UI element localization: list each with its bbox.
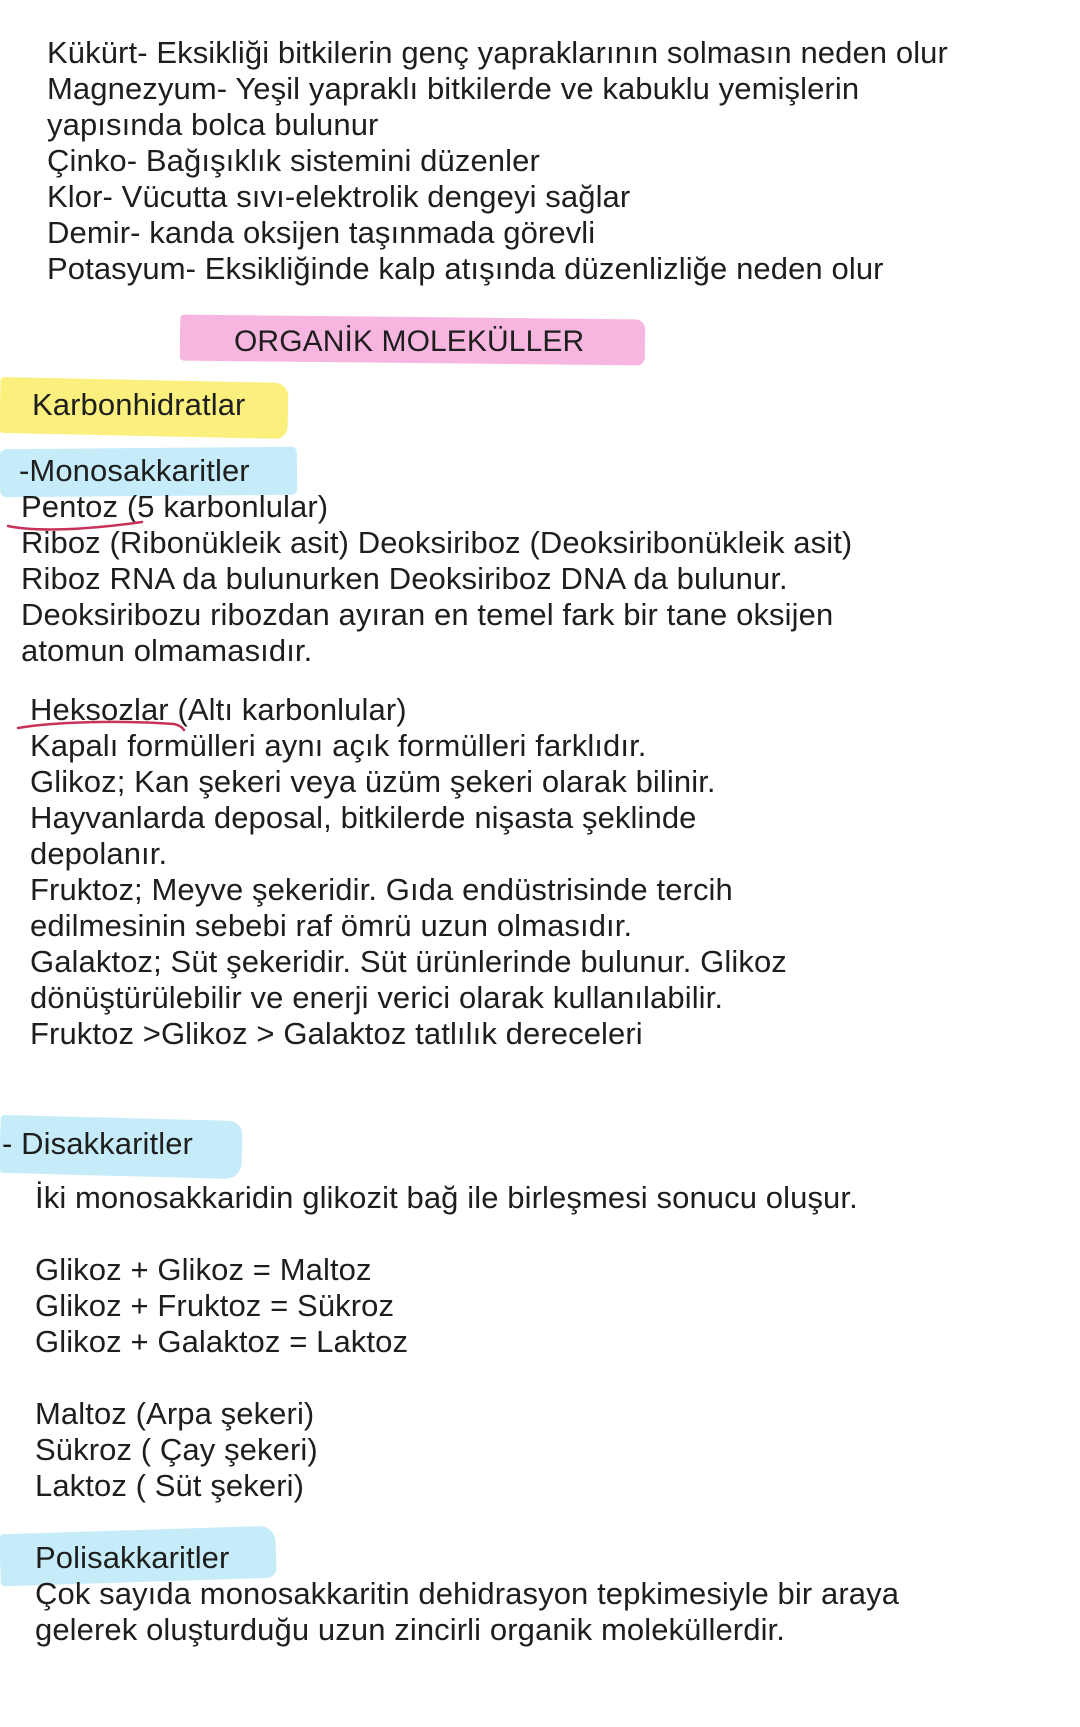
heksoz-description: (Altı karbonlular)	[168, 692, 407, 727]
disaccharide-name: Maltoz (Arpa şekeri)	[35, 1396, 315, 1431]
heksoz-detail-line: Kapalı formülleri aynı açık formülleri farklıdır.	[30, 728, 647, 763]
disaccharides-description: İki monosakkaridin glikozit bağ ile birleşmesi sonucu oluşur.	[35, 1180, 858, 1215]
monosaccharides-heading: -Monosakkaritler	[19, 453, 250, 488]
heksoz-detail-line: Fruktoz; Meyve şekeridir. Gıda endüstrisinde tercih	[30, 872, 733, 907]
polysaccharides-heading: Polisakkaritler	[35, 1540, 230, 1575]
polysaccharide-line: gelerek oluşturduğu uzun zincirli organik moleküllerdir.	[35, 1612, 785, 1647]
intro-line: Demir- kanda oksijen taşınmada görevli	[47, 215, 596, 250]
heksoz-detail-line: dönüştürülebilir ve enerji verici olarak kullanılabilir.	[30, 980, 724, 1015]
heksoz-detail-line: edilmesinin sebebi raf ömrü uzun olmasıdır.	[30, 908, 633, 943]
monosaccharide-line: Riboz RNA da bulunurken Deoksiriboz DNA da bulunur.	[21, 561, 788, 596]
heksoz-detail-line: Glikoz; Kan şekeri veya üzüm şekeri olarak bilinir.	[30, 764, 716, 799]
disaccharide-name: Sükroz ( Çay şekeri)	[35, 1432, 318, 1467]
pentoz-description: (5 karbonlular)	[118, 489, 329, 524]
monosaccharide-line: Riboz (Ribonükleik asit) Deoksiriboz (Deoksiribonükleik asit)	[21, 525, 853, 560]
heksoz-detail-line: Galaktoz; Süt şekeridir. Süt ürünlerinde bulunur. Glikoz	[30, 944, 787, 979]
disaccharide-equation: Glikoz + Fruktoz = Sükroz	[35, 1288, 395, 1323]
polysaccharide-line: Çok sayıda monosakkaritin dehidrasyon tepkimesiyle bir araya	[35, 1576, 900, 1611]
monosaccharide-line: atomun olmamasıdır.	[21, 633, 313, 668]
intro-line: Klor- Vücutta sıvı-elektrolik dengeyi sağlar	[47, 179, 631, 214]
heksoz-detail-line: Fruktoz >Glikoz > Galaktoz tatlılık dereceleri	[30, 1016, 643, 1051]
heksoz-detail-line: Hayvanlarda deposal, bitkilerde nişasta şeklinde	[30, 800, 697, 835]
heksoz-detail-line: depolanır.	[30, 836, 168, 871]
intro-line: yapısında bolca bulunur	[47, 107, 379, 142]
pentoz-term: Pentoz	[21, 489, 119, 524]
intro-line: Potasyum- Eksikliğinde kalp atışında düzenlizliğe neden olur	[47, 251, 884, 286]
disaccharide-equation: Glikoz + Galaktoz = Laktoz	[35, 1324, 409, 1359]
intro-line: Magnezyum- Yeşil yapraklı bitkilerde ve kabuklu yemişlerin	[47, 71, 860, 106]
intro-line: Çinko- Bağışıklık sistemini düzenler	[47, 143, 540, 178]
section-title: ORGANİK MOLEKÜLLER	[234, 325, 585, 358]
intro-line: Kükürt- Eksikliği bitkilerin genç yapraklarının solmasın neden olur	[47, 35, 948, 70]
disaccharide-name: Laktoz ( Süt şekeri)	[35, 1468, 305, 1503]
disaccharide-equation: Glikoz + Glikoz = Maltoz	[35, 1252, 372, 1287]
monosaccharide-line: Deoksiribozu ribozdan ayıran en temel fark bir tane oksijen	[21, 597, 834, 632]
carbohydrates-heading: Karbonhidratlar	[32, 387, 246, 422]
heksoz-term: Heksozlar	[30, 692, 169, 727]
disaccharides-heading: - Disakkaritler	[2, 1126, 193, 1161]
